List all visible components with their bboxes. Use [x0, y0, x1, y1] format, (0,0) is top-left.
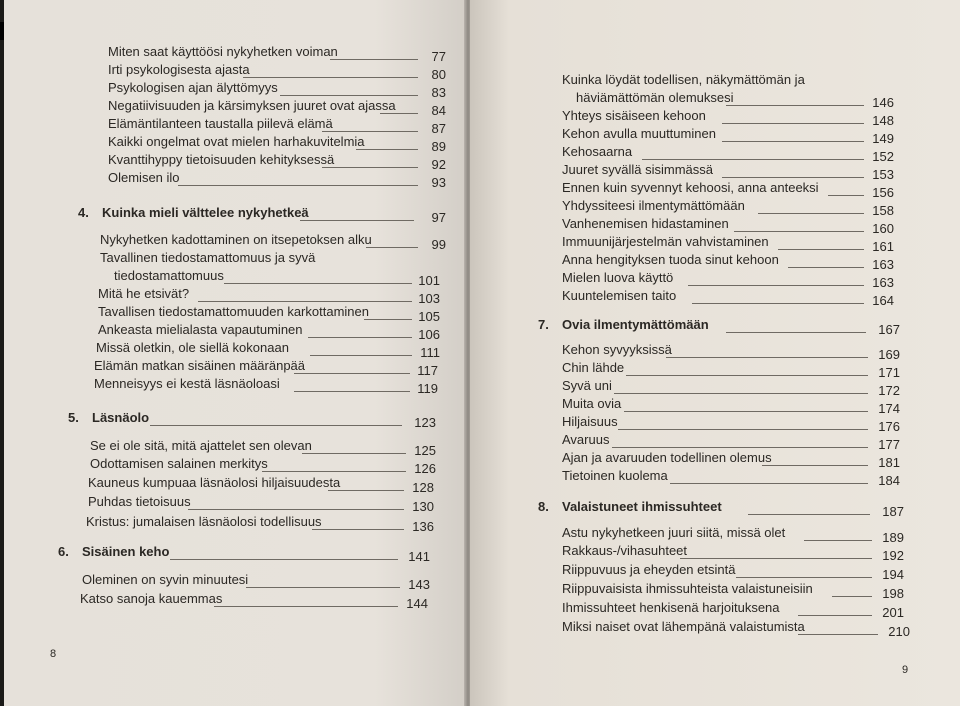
leader-line: [680, 558, 872, 559]
entry-title-line1: Kuinka löydät todellisen, näkymättömän ja: [562, 72, 805, 87]
chapter-heading[interactable]: [538, 499, 904, 519]
entry-title: Riippuvuus ja eheyden etsintä: [562, 562, 736, 577]
toc-entry[interactable]: [108, 80, 446, 100]
entry-page: 164: [872, 293, 894, 308]
entry-title: Tavallisen tiedostamattomuuden karkottaminen: [98, 304, 369, 319]
entry-page: 160: [872, 221, 894, 236]
chapter-page: 167: [878, 322, 900, 337]
entry-page: 194: [882, 567, 904, 582]
leader-line: [722, 177, 864, 178]
toc-entry[interactable]: [562, 216, 894, 236]
toc-entry[interactable]: [562, 396, 900, 416]
toc-entry[interactable]: [98, 322, 440, 342]
entry-page: 177: [878, 437, 900, 452]
toc-entry[interactable]: [88, 475, 434, 495]
entry-page: 111: [420, 345, 440, 360]
entry-page: 101: [418, 273, 440, 288]
leader-line: [722, 123, 864, 124]
leader-line: [748, 514, 870, 515]
entry-title: Se ei ole sitä, mitä ajattelet sen olevan: [90, 438, 312, 453]
chapter-number: 4.: [78, 205, 89, 220]
entry-page: 163: [872, 257, 894, 272]
leader-line: [198, 301, 412, 302]
toc-entry[interactable]: [90, 438, 436, 458]
entry-title: Elämäntilanteen taustalla piilevä elämä: [108, 116, 333, 131]
chapter-title: Ovia ilmentymättömään: [562, 317, 709, 332]
leader-line: [726, 332, 866, 333]
chapter-page: 123: [414, 415, 436, 430]
leader-line: [692, 303, 864, 304]
entry-page: 92: [431, 157, 446, 172]
entry-title: Ennen kuin syvennyt kehoosi, anna anteeksi: [562, 180, 819, 195]
chapter-number: 5.: [68, 410, 79, 425]
leader-line: [312, 529, 404, 530]
leader-line: [612, 447, 868, 448]
toc-entry[interactable]: [98, 304, 440, 324]
entry-title: Riippuvaisista ihmissuhteista valaistuneisiin: [562, 581, 813, 596]
toc-entry[interactable]: [562, 108, 894, 128]
toc-entry[interactable]: [562, 450, 900, 470]
leader-line: [214, 606, 398, 607]
leader-line: [618, 429, 868, 430]
entry-title: Kvanttihyppy tietoisuuden kehityksessä: [108, 152, 335, 167]
leader-line: [688, 285, 864, 286]
leader-line: [736, 577, 872, 578]
toc-entry[interactable]: [562, 180, 894, 200]
toc-entry[interactable]: [108, 44, 446, 64]
entry-page: 136: [412, 519, 434, 534]
leader-line: [356, 149, 418, 150]
chapter-number: 8.: [538, 499, 549, 514]
entry-title: Nykyhetken kadottaminen on itsepetoksen alku: [100, 232, 372, 247]
entry-title: Odottamisen salainen merkitys: [90, 456, 268, 471]
toc-entry[interactable]: [562, 414, 900, 434]
entry-title: Rakkaus-/vihasuhteet: [562, 543, 688, 558]
toc-entry[interactable]: [88, 494, 434, 514]
leader-line: [788, 267, 864, 268]
toc-entry[interactable]: [562, 468, 900, 488]
leader-line: [734, 231, 864, 232]
entry-page: 161: [872, 239, 894, 254]
chapter-title: Kuinka mieli välttelee nykyhetkeä: [102, 205, 309, 220]
leader-line: [300, 220, 414, 221]
leader-line: [624, 411, 868, 412]
entry-title: Mitä he etsivät?: [98, 286, 190, 301]
page-number: 9: [902, 664, 909, 676]
leader-line: [642, 159, 864, 160]
leader-line: [670, 483, 868, 484]
leader-line: [280, 95, 418, 96]
entry-title: Mielen luova käyttö: [562, 270, 674, 285]
entry-page: 198: [882, 586, 904, 601]
entry-title: Menneisyys ei kestä läsnäoloasi: [94, 376, 280, 391]
leader-line: [626, 375, 868, 376]
entry-page: 84: [431, 103, 446, 118]
entry-title: Ajan ja avaruuden todellinen olemus: [562, 450, 772, 465]
leader-line: [364, 319, 412, 320]
toc-entry[interactable]: [100, 232, 446, 252]
page-number: 8: [50, 648, 57, 660]
entry-page: 103: [418, 291, 440, 306]
entry-page: 89: [431, 139, 446, 154]
toc-entry[interactable]: [96, 340, 440, 360]
leader-line: [666, 357, 868, 358]
toc-entry[interactable]: [562, 525, 904, 545]
entry-title: Ihmissuhteet henkisenä harjoituksena: [562, 600, 780, 615]
entry-title: Irti psykologisesta ajasta: [108, 62, 250, 77]
leader-line: [726, 105, 864, 106]
entry-title: Psykologisen ajan älyttömyys: [108, 80, 278, 95]
entry-page: 119: [417, 381, 438, 396]
entry-page: 156: [872, 185, 894, 200]
entry-title: Avaruus: [562, 432, 610, 447]
entry-page: 93: [431, 175, 446, 190]
leader-line: [150, 425, 402, 426]
entry-title: Vanhenemisen hidastaminen: [562, 216, 729, 231]
entry-page: 106: [418, 327, 440, 342]
entry-title: Astu nykyhetkeen juuri siitä, missä olet: [562, 525, 786, 540]
toc-entry[interactable]: [562, 342, 900, 362]
leader-line: [328, 490, 404, 491]
entry-title: Katso sanoja kauemmas: [80, 591, 223, 606]
toc-entry[interactable]: [562, 288, 894, 308]
leader-line: [170, 559, 398, 560]
leader-line: [832, 596, 872, 597]
entry-title: Yhteys sisäiseen kehoon: [562, 108, 706, 123]
chapter-number: 7.: [538, 317, 549, 332]
entry-page: 143: [408, 577, 430, 592]
chapter-page: 141: [408, 549, 430, 564]
entry-title: Elämän matkan sisäinen määränpää: [94, 358, 306, 373]
entry-page: 144: [406, 596, 428, 611]
leader-line: [330, 59, 418, 60]
leader-line: [798, 615, 872, 616]
entry-page: 105: [418, 309, 440, 324]
entry-title: Negatiivisuuden ja kärsimyksen juuret ovat ajassa: [108, 98, 396, 113]
leader-line: [310, 355, 412, 356]
entry-title: Syvä uni: [562, 378, 612, 393]
entry-page: 130: [412, 499, 434, 514]
chapter-title: Läsnäolo: [92, 410, 150, 425]
toc-entry[interactable]: [94, 376, 438, 396]
toc-entry[interactable]: [562, 126, 894, 146]
toc-entry[interactable]: [562, 144, 894, 164]
leader-line: [294, 391, 410, 392]
entry-page: 176: [878, 419, 900, 434]
leader-line: [322, 131, 418, 132]
entry-page: 171: [878, 365, 900, 380]
chapter-heading[interactable]: [78, 205, 446, 225]
leader-line: [224, 283, 412, 284]
entry-page: 163: [872, 275, 894, 290]
leader-line: [758, 213, 864, 214]
leader-line: [302, 453, 406, 454]
leader-line: [762, 465, 868, 466]
entry-title: Olemisen ilo: [108, 170, 180, 185]
entry-page: 80: [431, 67, 446, 82]
entry-page: 158: [872, 203, 894, 218]
leader-line: [778, 249, 864, 250]
entry-title: Hiljaisuus: [562, 414, 618, 429]
leader-line: [294, 373, 410, 374]
entry-title: Chin lähde: [562, 360, 625, 375]
leader-line: [366, 247, 418, 248]
entry-title: Tietoinen kuolema: [562, 468, 668, 483]
entry-title: Oleminen on syvin minuutesi: [82, 572, 249, 587]
toc-entry[interactable]: [80, 591, 428, 611]
entry-page: 87: [431, 121, 446, 136]
toc-entry[interactable]: [108, 116, 446, 136]
chapter-page: 187: [882, 504, 904, 519]
entry-title: Immuunijärjestelmän vahvistaminen: [562, 234, 769, 249]
chapter-page: 97: [431, 210, 446, 225]
entry-page: 99: [431, 237, 446, 252]
toc-entry[interactable]: [86, 514, 434, 534]
entry-title: Miten saat käyttöösi nykyhetken voiman: [108, 44, 338, 59]
leader-line: [178, 185, 418, 186]
entry-page: 201: [882, 605, 904, 620]
entry-page: 152: [872, 149, 894, 164]
leader-line: [246, 587, 400, 588]
toc-entry[interactable]: [108, 170, 446, 190]
toc-entry[interactable]: [562, 198, 894, 218]
entry-title: Missä oletkin, ole siellä kokonaan: [96, 340, 289, 355]
entry-page: 174: [878, 401, 900, 416]
chapter-title: Valaistuneet ihmissuhteet: [562, 499, 722, 514]
toc-entry[interactable]: [562, 234, 894, 254]
toc-entry[interactable]: [562, 600, 904, 620]
leader-line: [188, 509, 404, 510]
entry-title: tiedostamattomuus: [114, 268, 224, 283]
entry-title: Kehon avulla muuttuminen: [562, 126, 716, 141]
leader-line: [722, 141, 864, 142]
entry-title: Yhdyssiteesi ilmentymättömään: [562, 198, 745, 213]
chapter-heading[interactable]: [68, 410, 436, 430]
toc-entry[interactable]: [90, 456, 436, 476]
chapter-heading[interactable]: [538, 317, 900, 337]
toc-entry[interactable]: [576, 90, 894, 110]
toc-entry[interactable]: [562, 581, 904, 601]
leader-line: [828, 195, 864, 196]
chapter-number: 6.: [58, 544, 69, 559]
entry-page: 181: [878, 455, 900, 470]
entry-title: Puhdas tietoisuus: [88, 494, 191, 509]
entry-title: Anna hengityksen tuoda sinut kehoon: [562, 252, 779, 267]
toc-entry[interactable]: [108, 134, 446, 154]
entry-title: Kehosaarna: [562, 144, 633, 159]
entry-page: 126: [414, 461, 436, 476]
entry-title: Juuret syvällä sisimmässä: [562, 162, 713, 177]
leader-line: [380, 113, 418, 114]
entry-page: 128: [412, 480, 434, 495]
leader-line: [243, 77, 418, 78]
entry-title-line1: Tavallinen tiedostamattomuus ja syvä: [100, 250, 316, 265]
toc-entry[interactable]: [114, 268, 440, 288]
leader-line: [262, 471, 406, 472]
entry-title: Miksi naiset ovat lähempänä valaistumista: [562, 619, 805, 634]
toc-entry[interactable]: [562, 360, 900, 380]
entry-page: 189: [882, 530, 904, 545]
leader-line: [308, 337, 412, 338]
entry-page: 77: [431, 49, 446, 64]
entry-page: 172: [878, 383, 900, 398]
chapter-title: Sisäinen keho: [82, 544, 170, 559]
right-page: [470, 0, 960, 706]
toc-entry[interactable]: [82, 572, 430, 592]
entry-page: 153: [872, 167, 894, 182]
toc-entry[interactable]: [562, 562, 904, 582]
toc-entry[interactable]: [108, 98, 446, 118]
toc-entry[interactable]: [562, 432, 900, 452]
entry-title: Kauneus kumpuaa läsnäolosi hiljaisuudesta: [88, 475, 341, 490]
entry-title: Ankeasta mielialasta vapautuminen: [98, 322, 303, 337]
toc-entry[interactable]: [94, 358, 438, 378]
chapter-heading[interactable]: [58, 544, 430, 564]
toc-entry[interactable]: [98, 286, 440, 306]
leader-line: [804, 540, 872, 541]
leader-line: [614, 393, 868, 394]
entry-page: 125: [414, 443, 436, 458]
entry-title: Kuuntelemisen taito: [562, 288, 677, 303]
entry-page: 149: [872, 131, 894, 146]
entry-page: 146: [872, 95, 894, 110]
entry-page: 184: [878, 473, 900, 488]
toc-entry[interactable]: [562, 162, 894, 182]
leader-line: [798, 634, 878, 635]
toc-entry[interactable]: [562, 543, 904, 563]
toc-entry[interactable]: [562, 378, 900, 398]
entry-page: 169: [878, 347, 900, 362]
toc-entry[interactable]: [562, 252, 894, 272]
leader-line: [322, 167, 418, 168]
entry-page: 148: [872, 113, 894, 128]
toc-entry[interactable]: [108, 62, 446, 82]
entry-page: 210: [888, 624, 910, 639]
entry-title: Kaikki ongelmat ovat mielen harhakuvitelmia: [108, 134, 365, 149]
entry-title: Kehon syvyyksissä: [562, 342, 672, 357]
entry-page: 83: [431, 85, 446, 100]
left-page: [4, 0, 468, 706]
toc-entry[interactable]: [562, 619, 910, 639]
entry-page: 192: [882, 548, 904, 563]
entry-title: Kristus: jumalaisen läsnäolosi todellisuus: [86, 514, 322, 529]
entry-title: Muita ovia: [562, 396, 622, 411]
toc-entry[interactable]: [108, 152, 446, 172]
entry-page: 117: [417, 363, 438, 378]
toc-entry[interactable]: [562, 270, 894, 290]
entry-title: häviämättömän olemuksesi: [576, 90, 734, 105]
